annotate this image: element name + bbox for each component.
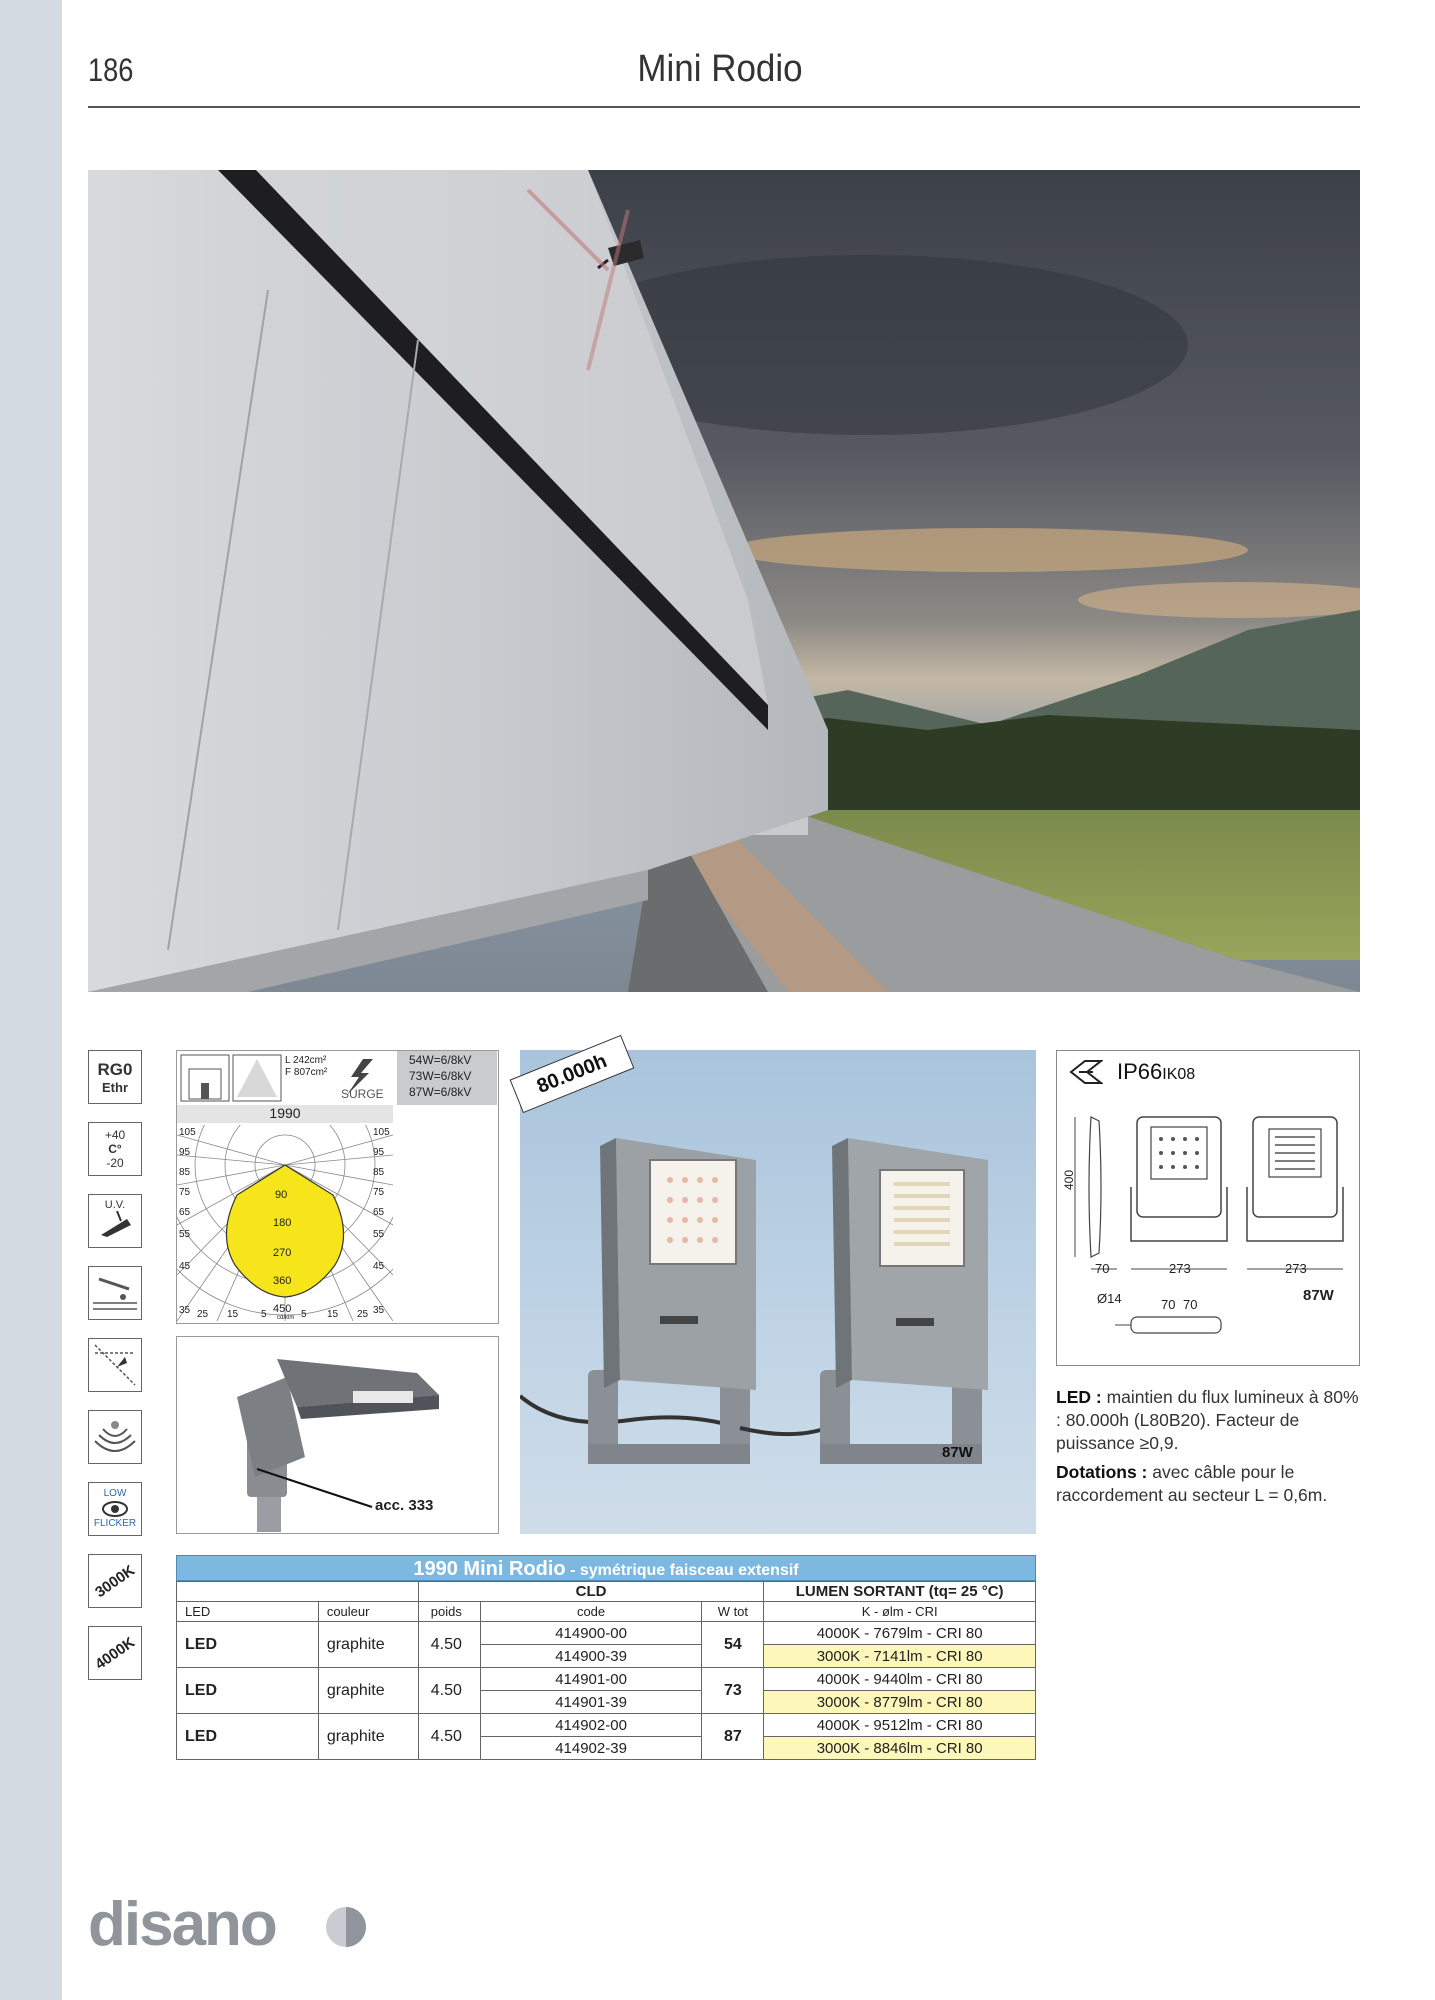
angle-left-75: 75 — [179, 1187, 191, 1198]
row3-lumen-b: 3000K - 8846lm - CRI 80 — [764, 1737, 1036, 1760]
bottom-angle-15-left: 15 — [227, 1309, 239, 1320]
unit-label: cd/klm — [277, 1315, 295, 1321]
title-divider — [88, 106, 1360, 108]
ik-value: IK08 — [1162, 1066, 1196, 1083]
led-paragraph — [1056, 1386, 1360, 1455]
angle-right-95: 95 — [373, 1147, 385, 1158]
ip-value: IP66 — [1117, 1059, 1163, 1084]
temp-unit: C° — [108, 1142, 122, 1156]
angle-right-105: 105 — [373, 1127, 390, 1138]
angle-left-105: 105 — [179, 1127, 196, 1138]
logo-wordmark: disano — [88, 1893, 276, 1953]
row1-led: LED — [177, 1622, 319, 1668]
product-photo — [520, 1050, 1036, 1534]
page-number: 186 — [88, 52, 134, 88]
row3-led: LED — [177, 1714, 319, 1760]
flicker-label: FLICKER — [93, 1518, 137, 1529]
product-description — [1056, 1386, 1360, 1513]
ring-label-270: 270 — [273, 1247, 292, 1259]
group-lumen: LUMEN SORTANT (tq= 25 °C) — [764, 1582, 1036, 1602]
bottom-angle-5-right: 5 — [301, 1309, 307, 1320]
angle-right-75: 75 — [373, 1187, 385, 1198]
angle-right-85: 85 — [373, 1167, 385, 1178]
table-row — [177, 1668, 1036, 1691]
header-couleur: couleur — [318, 1602, 418, 1622]
low-label: LOW — [103, 1488, 127, 1499]
row2-code-a: 414901-00 — [480, 1668, 702, 1691]
row2-poids: 4.50 — [418, 1668, 480, 1714]
page-title: Mini Rodio — [637, 48, 803, 90]
uv-label: U.V. — [104, 1199, 126, 1211]
row3-couleur: graphite — [318, 1714, 418, 1760]
model-label: 1990 — [177, 1105, 393, 1123]
hole-dimension: Ø14 — [1097, 1291, 1122, 1306]
row1-couleur: graphite — [318, 1622, 418, 1668]
header-k: K - ølm - CRI — [764, 1602, 1036, 1622]
surge-value-54w: 54W=6/8kV — [409, 1053, 472, 1067]
angle-left-65: 65 — [179, 1207, 191, 1218]
temp-tag-4000k: 4000K — [92, 1633, 138, 1673]
temp-max: +40 — [104, 1128, 126, 1142]
bottom-angle-15-right: 15 — [327, 1309, 339, 1320]
led-text: maintien du flux lumineux à 80% : 80.000h (L80B20). Facteur de puissance ≥0,9. — [1056, 1387, 1359, 1453]
rg0-label: RG0 — [97, 1059, 133, 1079]
row3-code-b: 414902-39 — [480, 1737, 702, 1760]
surge-label: SURGE — [341, 1087, 384, 1101]
front-width-dimension-2: 273 — [1285, 1261, 1307, 1276]
dotations-paragraph — [1056, 1461, 1360, 1507]
low-flicker-icon — [88, 1482, 142, 1536]
ring-label-360: 360 — [273, 1275, 292, 1287]
surge-value-87w: 87W=6/8kV — [409, 1085, 472, 1099]
ring-label-90: 90 — [275, 1189, 288, 1201]
height-dimension: 400 — [1062, 1169, 1077, 1191]
temp-min: -20 — [106, 1156, 124, 1170]
dimension-model-label: 87W — [1303, 1287, 1334, 1304]
area-l-label: L 242cm² — [285, 1055, 327, 1066]
wall-mount-icon — [88, 1338, 142, 1392]
table-title-main: 1990 Mini Rodio — [413, 1558, 566, 1580]
side-width-dimension: 70 — [1095, 1261, 1110, 1276]
row1-wtot: 54 — [702, 1622, 764, 1668]
row3-code-a: 414902-00 — [480, 1714, 702, 1737]
accessory-label: acc. 333 — [375, 1497, 434, 1514]
surge-value-73w: 73W=6/8kV — [409, 1069, 472, 1083]
disano-logo-graphic — [88, 1893, 388, 1953]
ethr-label: Ethr — [102, 1079, 128, 1095]
product-wattage-label: 87W — [942, 1444, 973, 1461]
product-table — [176, 1555, 1036, 1760]
ring-label-450: 450 — [273, 1303, 292, 1315]
angle-left-85: 85 — [179, 1167, 191, 1178]
product-spec-table — [176, 1581, 1036, 1760]
dimension-drawing — [1056, 1050, 1360, 1366]
thermometer-icon — [88, 1122, 142, 1176]
table-row — [177, 1714, 1036, 1737]
table-title-sub: - symétrique faisceau extensif — [565, 1562, 799, 1579]
row3-poids: 4.50 — [418, 1714, 480, 1760]
row1-lumen-a: 4000K - 7679lm - CRI 80 — [764, 1622, 1036, 1645]
bottom-angle-25-right: 25 — [357, 1309, 369, 1320]
header-led: LED — [177, 1602, 319, 1622]
bottom-angle-5-left: 5 — [261, 1309, 267, 1320]
row1-poids: 4.50 — [418, 1622, 480, 1668]
lifetime-hours: 80.000h — [533, 1049, 610, 1098]
color-temp-3000k-tag — [88, 1554, 142, 1608]
angle-right-65: 65 — [373, 1207, 385, 1218]
angle-right-55: 55 — [373, 1229, 385, 1240]
brand-logo — [88, 1893, 388, 1958]
uv-resistance-icon — [88, 1194, 142, 1248]
angle-right-35: 35 — [373, 1305, 385, 1316]
row2-couleur: graphite — [318, 1668, 418, 1714]
wireless-icon — [88, 1410, 142, 1464]
temp-tag-3000k: 3000K — [92, 1561, 138, 1601]
accessory-detail — [176, 1336, 499, 1534]
dotations-text: avec câble pour le raccordement au secteur L = 0,6m. — [1056, 1462, 1328, 1505]
row1-lumen-b: 3000K - 7141lm - CRI 80 — [764, 1645, 1036, 1668]
row3-lumen-a: 4000K - 9512lm - CRI 80 — [764, 1714, 1036, 1737]
header-wtot: W tot — [702, 1602, 764, 1622]
header-code: code — [480, 1602, 702, 1622]
angle-left-35: 35 — [179, 1305, 191, 1316]
rg0-photobiological-icon — [88, 1050, 142, 1104]
side-strip — [0, 0, 62, 2000]
dotations-label: Dotations : — [1056, 1462, 1148, 1482]
table-row — [177, 1622, 1036, 1645]
color-temp-4000k-tag — [88, 1626, 142, 1680]
led-label: LED : — [1056, 1387, 1102, 1407]
group-cld: CLD — [418, 1582, 764, 1602]
angle-left-45: 45 — [179, 1261, 191, 1272]
row2-lumen-b: 3000K - 8779lm - CRI 80 — [764, 1691, 1036, 1714]
row2-code-b: 414901-39 — [480, 1691, 702, 1714]
angle-left-55: 55 — [179, 1229, 191, 1240]
certification-icons — [88, 1050, 142, 1698]
impact-icon — [88, 1266, 142, 1320]
ip-rating — [1117, 1059, 1195, 1085]
group-spacer — [177, 1582, 419, 1602]
row2-led: LED — [177, 1668, 319, 1714]
ring-label-180: 180 — [273, 1217, 292, 1229]
area-f-label: F 807cm² — [285, 1067, 328, 1078]
bottom-angle-25-left: 25 — [197, 1309, 209, 1320]
front-width-dimension-1: 273 — [1169, 1261, 1191, 1276]
bracket-dimension-2: 70 — [1183, 1297, 1198, 1312]
row2-wtot: 73 — [702, 1668, 764, 1714]
angle-right-45: 45 — [373, 1261, 385, 1272]
header-poids: poids — [418, 1602, 480, 1622]
row3-wtot: 87 — [702, 1714, 764, 1760]
table-title — [176, 1555, 1036, 1581]
ip-rating-icon — [1069, 1059, 1103, 1085]
row2-lumen-a: 4000K - 9440lm - CRI 80 — [764, 1668, 1036, 1691]
photometric-panel — [176, 1050, 499, 1324]
row1-code-b: 414900-39 — [480, 1645, 702, 1668]
angle-left-95: 95 — [179, 1147, 191, 1158]
bracket-dimension-1: 70 — [1161, 1297, 1176, 1312]
row1-code-a: 414900-00 — [480, 1622, 702, 1645]
hero-photo — [88, 170, 1360, 992]
